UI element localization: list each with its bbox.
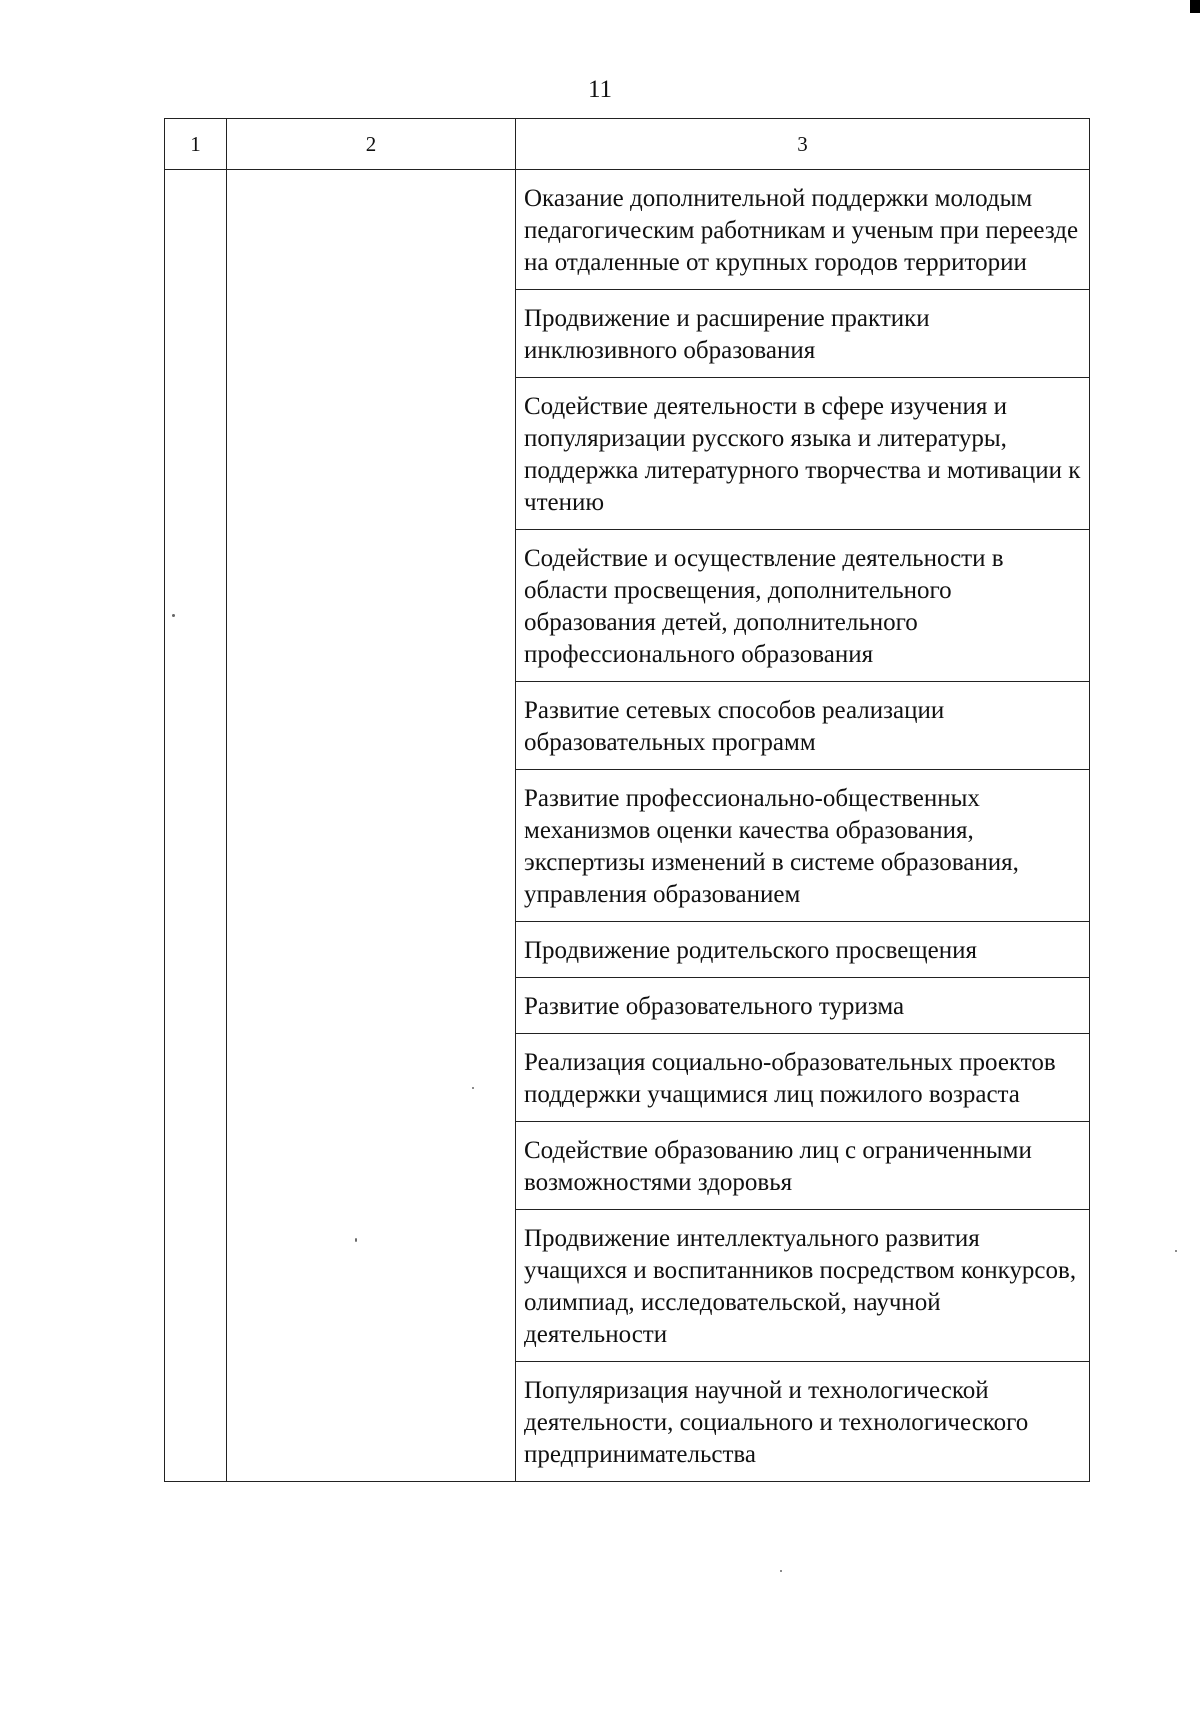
list-item: Развитие образовательного туризма — [516, 978, 1090, 1034]
scan-speck — [472, 1087, 474, 1089]
list-item: Развитие сетевых способов реализации образовательных программ — [516, 682, 1090, 770]
list-item: Развитие профессионально-общественных механизмов оценки качества образования, экспертизы изменений в системе образования, управления образованием — [516, 770, 1090, 922]
list-item: Содействие образованию лиц с ограниченными возможностями здоровья — [516, 1122, 1090, 1210]
list-item: Продвижение интеллектуального развития учащихся и воспитанников посредством конкурсов, олимпиад, исследовательской, научной деятельности — [516, 1210, 1090, 1362]
list-item: Содействие деятельности в сфере изучения и популяризации русского языка и литературы, поддержка литературного творчества и мотивации к чтению — [516, 378, 1090, 530]
table-row — [165, 170, 1090, 290]
scan-speck — [1175, 1250, 1177, 1252]
column-header-3: 3 — [516, 119, 1090, 170]
scan-edge-mark — [1190, 0, 1200, 13]
scan-speck — [780, 1570, 782, 1572]
list-item: Продвижение родительского просвещения — [516, 922, 1090, 978]
column-header-1: 1 — [165, 119, 227, 170]
page-number: 11 — [587, 76, 613, 103]
scan-speck — [172, 614, 175, 617]
list-item: Реализация социально-образовательных проектов поддержки учащимися лиц пожилого возраста — [516, 1034, 1090, 1122]
column-2-cell — [227, 170, 516, 1482]
column-1-cell — [165, 170, 227, 1482]
table-header-row — [165, 119, 1090, 170]
document-table — [164, 118, 1090, 1482]
list-item: Популяризация научной и технологической деятельности, социального и технологического предпринимательства — [516, 1362, 1090, 1482]
list-item: Содействие и осуществление деятельности в области просвещения, дополнительного образования детей, дополнительного профессионального образования — [516, 530, 1090, 682]
list-item: Продвижение и расширение практики инклюзивного образования — [516, 290, 1090, 378]
scan-speck — [355, 1238, 357, 1242]
column-header-2: 2 — [227, 119, 516, 170]
list-item: Оказание дополнительной поддержки молодым педагогическим работникам и ученым при переезде на отдаленные от крупных городов территории — [516, 170, 1090, 290]
